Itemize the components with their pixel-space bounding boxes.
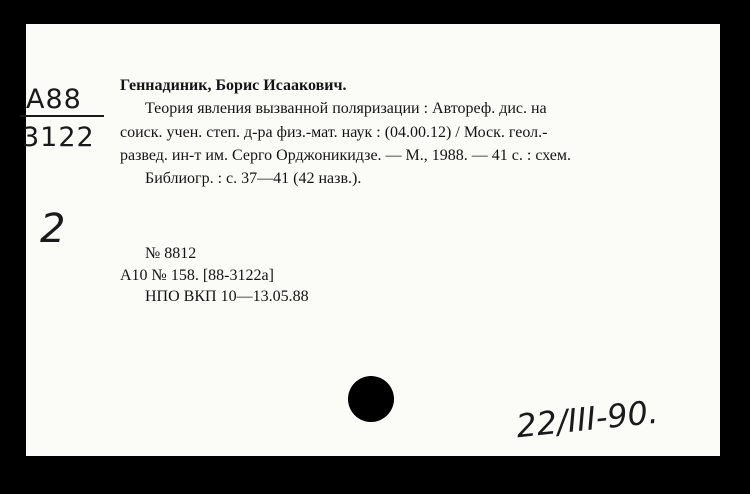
title-line-3: развед. ин-т им. Серго Орджоникидзе. — М., 1988. — 41 с. : схем. <box>120 147 572 164</box>
catalog-card <box>22 24 720 456</box>
title-line-1: Теория явления вызванной поляризации : Автореф. дис. на <box>145 100 547 117</box>
registration-code: А10 № 158. [88-3122а] <box>120 267 274 284</box>
punch-hole <box>348 376 394 422</box>
handwritten-mark: 2 <box>40 206 66 252</box>
card-number: № 8812 <box>145 245 197 262</box>
shelf-mark-line2: 3122 <box>22 122 95 153</box>
bibliography-line: Библиогр. : с. 37—41 (42 назв.). <box>145 170 362 187</box>
title-line-2: соиск. учен. степ. д-ра физ.-мат. наук : (04.00.12) / Моск. геол.- <box>120 124 548 141</box>
shelf-mark-line1: A88 <box>26 84 82 115</box>
shelf-mark-divider <box>20 115 104 117</box>
handwritten-signature: 22/III-90. <box>514 392 660 446</box>
author-heading: Геннадиник, Борис Исаакович. <box>120 77 347 94</box>
registration-date: НПО ВКП 10—13.05.88 <box>145 288 309 305</box>
